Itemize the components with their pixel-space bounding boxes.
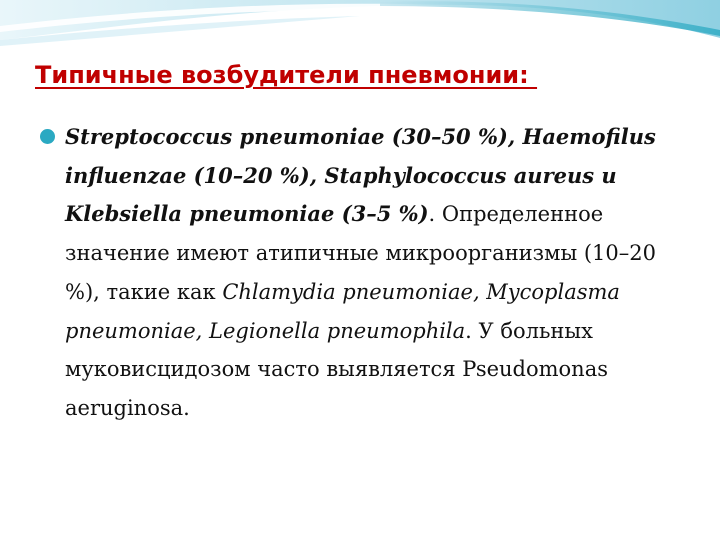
bullet-list [40,118,660,428]
slide-title: Типичные возбудители пневмонии: [35,61,538,89]
atypical-pathogens-italic: Chlamydia pneumoniae, Mycoplasma pneumoniae, Legionella pneumophila [65,279,620,343]
bullet-dot-icon [40,129,55,144]
bullet-text-2: . У больных муковисцидозом часто выявляется Pseudomonas aeruginosa. [65,318,609,420]
bullet-text-1: . Определенное значение имеют атипичные микроорганизмы (10–20 %), такие как [65,202,656,304]
bullet-item [40,118,660,428]
bacteria-list-bold: Streptococcus pneumoniae (30–50 %), Haemofilus influenzae (10–20 %), Staphylococcus aureus и Klebsiella pneumoniae (3–5 %) [65,124,656,227]
